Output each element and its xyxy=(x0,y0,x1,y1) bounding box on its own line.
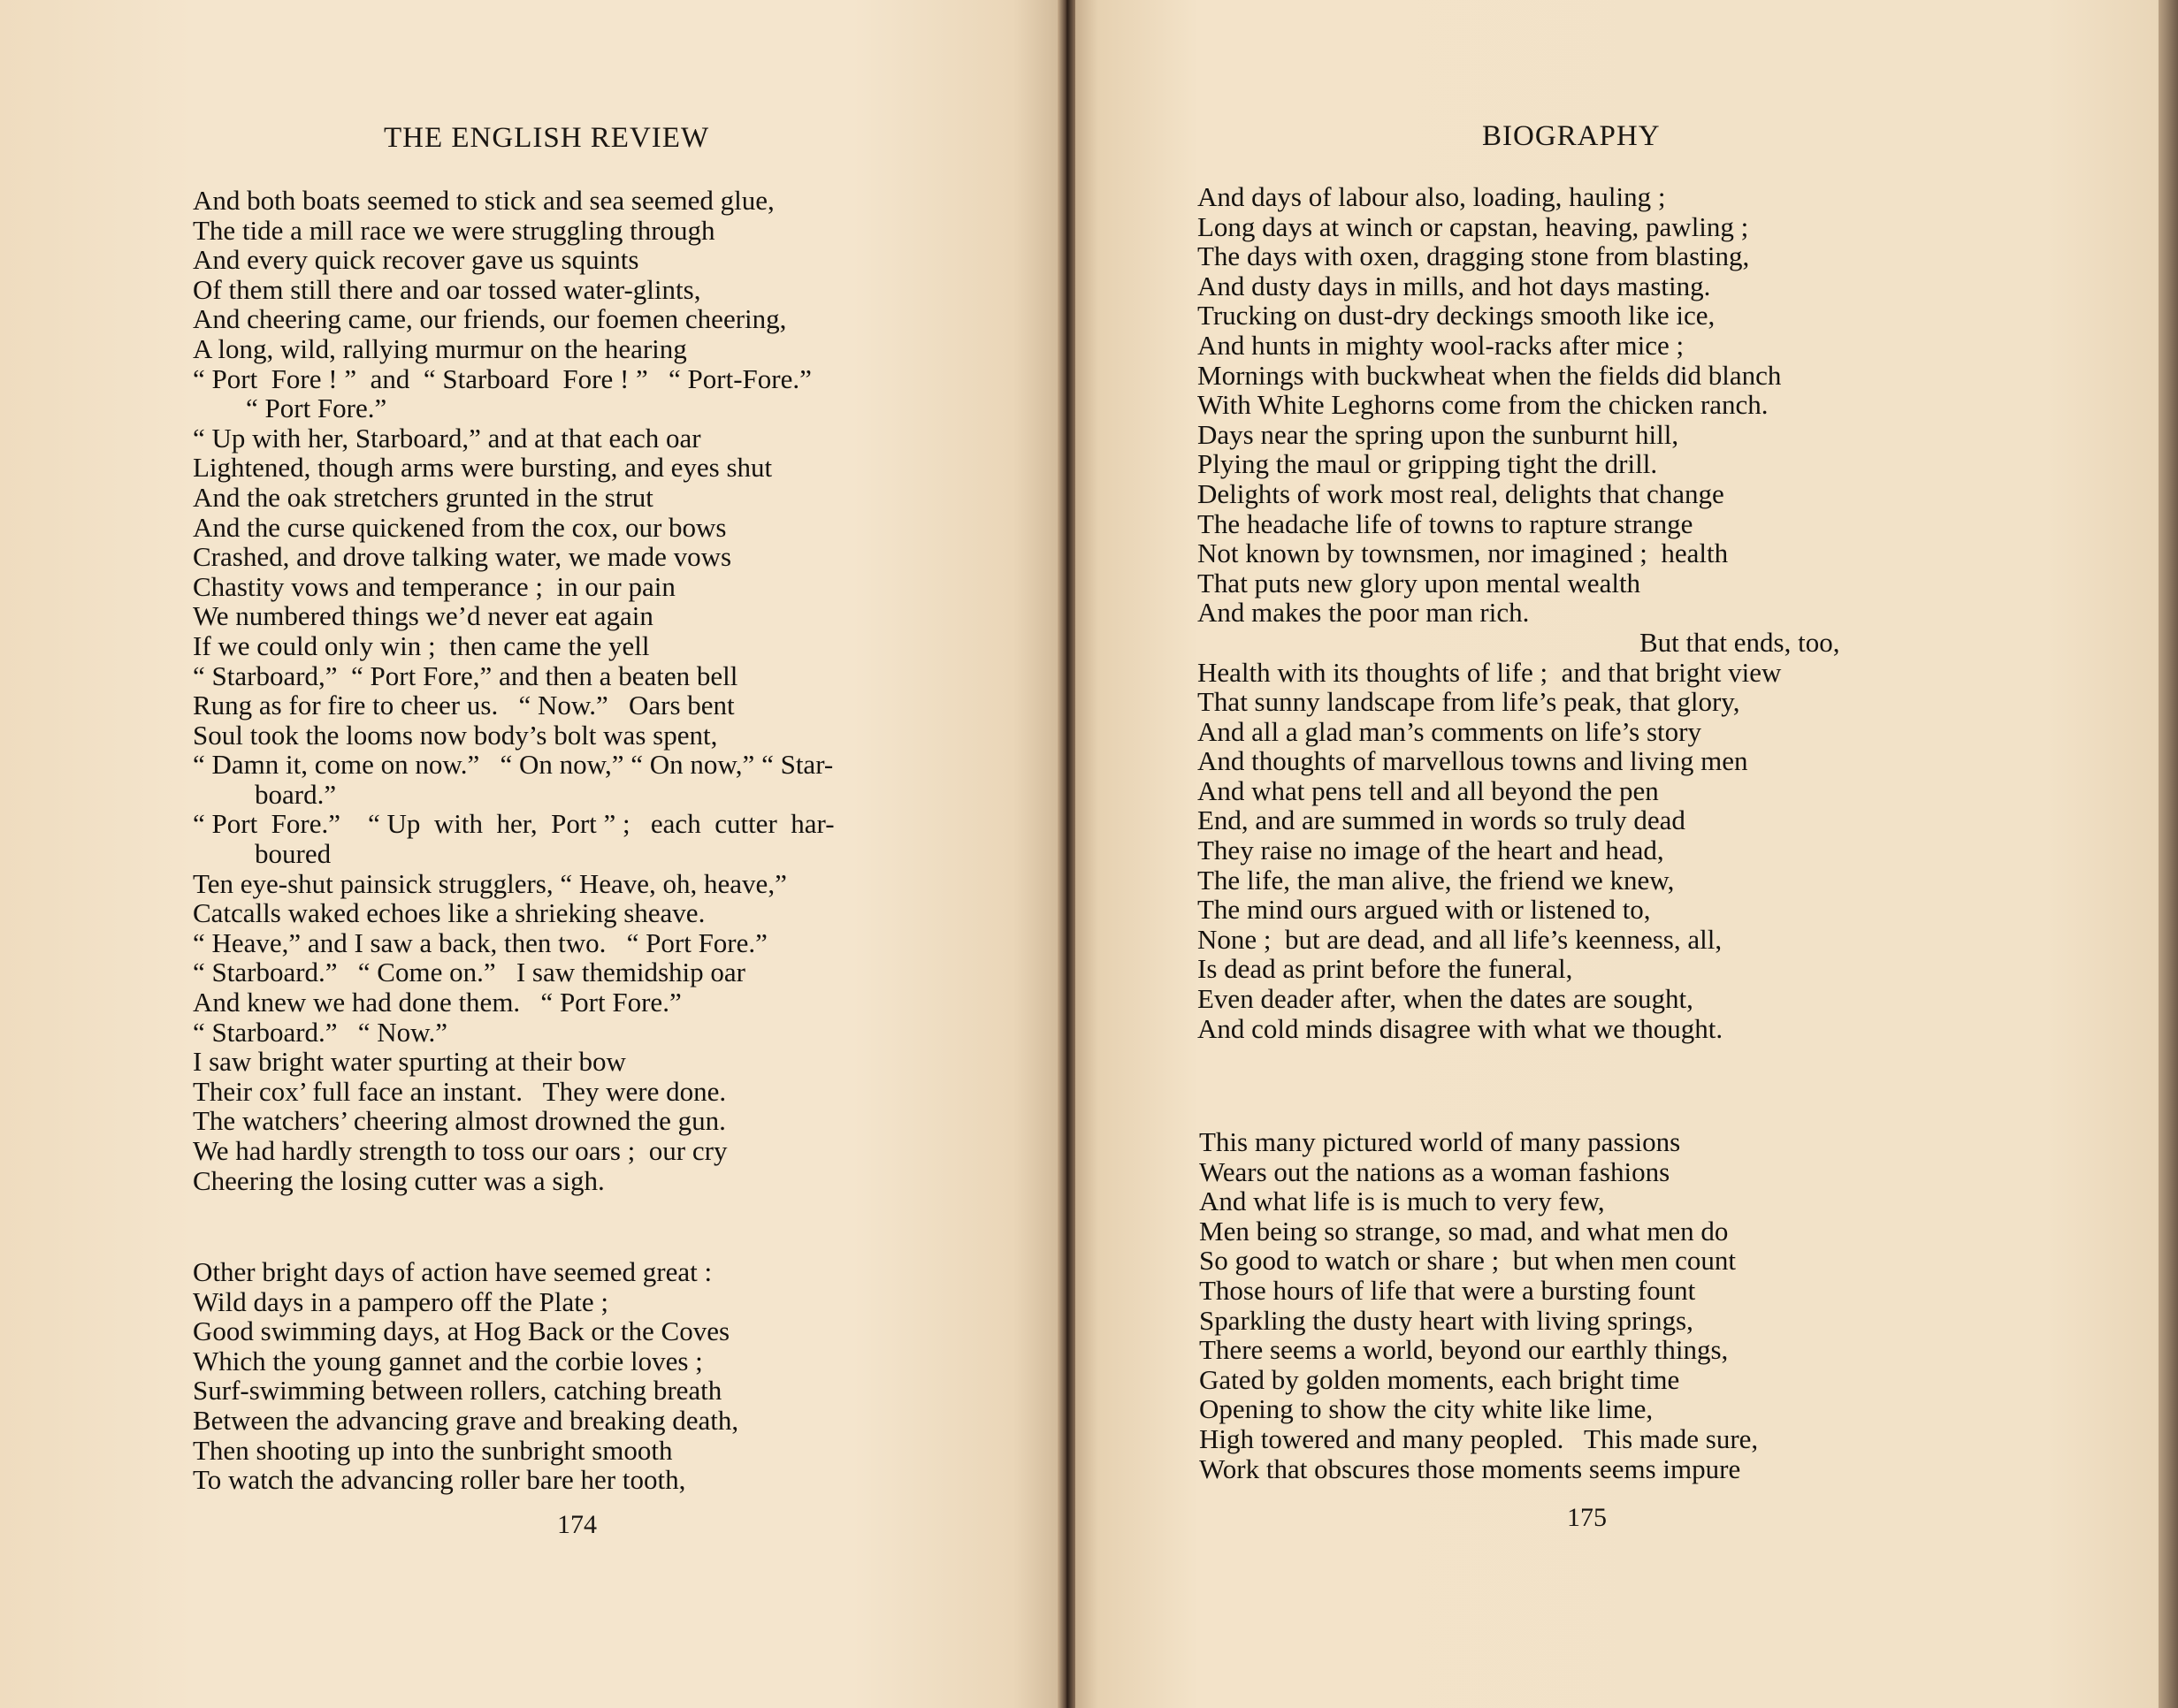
verse-line: And what life is is much to very few, xyxy=(1199,1186,1605,1217)
verse-line: Which the young gannet and the corbie loves ; xyxy=(193,1345,703,1376)
verse-line: Other bright days of action have seemed great : xyxy=(193,1256,713,1287)
verse-line: And the oak stretchers grunted in the strut xyxy=(193,481,653,513)
verse-line: There seems a world, beyond our earthly things, xyxy=(1199,1334,1729,1366)
verse-line: Plying the maul or gripping tight the drill. xyxy=(1197,448,1658,480)
verse-line: Opening to show the city white like lime, xyxy=(1199,1393,1654,1425)
verse-line: We had hardly strength to toss our oars ; our cry xyxy=(193,1135,728,1166)
verse-line: And dusty days in mills, and hot days masting. xyxy=(1197,270,1711,301)
verse-line: Even deader after, when the dates are sought, xyxy=(1197,983,1693,1015)
verse-line: The watchers’ cheering almost drowned the gun. xyxy=(193,1105,726,1137)
verse-line: And cold minds disagree with what we thought. xyxy=(1197,1012,1723,1044)
verse-line: And all a glad man’s comments on life’s story xyxy=(1197,715,1701,747)
verse-line: To watch the advancing roller bare her tooth, xyxy=(193,1464,686,1496)
verse-line: Those hours of life that were a bursting fount xyxy=(1199,1274,1696,1306)
verse-line: The tide a mill race we were struggling through xyxy=(193,214,715,246)
verse-line: High towered and many peopled. This made sure, xyxy=(1199,1422,1759,1454)
verse-line: I saw bright water spurting at their bow xyxy=(193,1046,626,1078)
verse-line: And both boats seemed to stick and sea seemed glue, xyxy=(193,185,775,216)
verse-line: Their cox’ full face an instant. They were done. xyxy=(193,1075,727,1107)
verse-line: “ Damn it, come on now.” “ On now,” “ On now,” “ Star- xyxy=(193,749,834,781)
stanza xyxy=(1197,182,1839,1043)
verse-line: Soul took the looms now body’s bolt was spent, xyxy=(193,719,718,751)
verse-line: boured xyxy=(255,838,332,870)
verse-line: And every quick recover gave us squints xyxy=(193,244,639,276)
verse-line: That sunny landscape from life’s peak, that glory, xyxy=(1197,686,1740,718)
verse-line: And the curse quickened from the cox, our bows xyxy=(193,511,727,543)
verse-line: The headache life of towns to rapture strange xyxy=(1197,507,1693,539)
verse-line: And makes the poor man rich. xyxy=(1197,597,1530,629)
verse-line: Health with its thoughts of life ; and that bright view xyxy=(1197,656,1782,688)
verse-line: “ Heave,” and I saw a back, then two. “ Port Fore.” xyxy=(193,926,768,958)
verse-line: “ Starboard.” “ Now.” xyxy=(193,1016,448,1048)
verse-line: Sparkling the dusty heart with living springs, xyxy=(1199,1304,1693,1336)
verse-line: If we could only win ; then came the yell xyxy=(193,629,650,661)
verse-line: Cheering the losing cutter was a sigh. xyxy=(193,1164,605,1196)
verse-line: And cheering came, our friends, our foemen cheering, xyxy=(193,303,787,335)
verse-line: Mornings with buckwheat when the fields did blanch xyxy=(1197,359,1782,391)
verse-line: And hunts in mighty wool-racks after mice ; xyxy=(1197,329,1685,361)
verse-line: None ; but are dead, and all life’s keenness, all, xyxy=(1197,923,1723,955)
verse-line: And knew we had done them. “ Port Fore.” xyxy=(193,987,682,1018)
page-number: 174 xyxy=(557,1510,597,1539)
verse-line: Between the advancing grave and breaking death, xyxy=(193,1404,739,1436)
verse-line: Days near the spring upon the sunburnt hill, xyxy=(1197,418,1679,450)
verse-line: The mind ours argued with or listened to, xyxy=(1197,894,1651,926)
verse-line: So good to watch or share ; but when men count xyxy=(1199,1245,1736,1277)
verse-line: “ Starboard,” “ Port Fore,” and then a beaten bell xyxy=(193,660,738,691)
verse-line: We numbered things we’d never eat again xyxy=(193,600,653,632)
stanza xyxy=(193,1257,738,1495)
verse-line: Chastity vows and temperance ; in our pain xyxy=(193,570,676,602)
verse-line: They raise no image of the heart and head, xyxy=(1197,835,1664,866)
running-head: BIOGRAPHY xyxy=(1482,120,1661,152)
running-head: THE ENGLISH REVIEW xyxy=(384,122,710,154)
verse-line: Gated by golden moments, each bright time xyxy=(1199,1363,1680,1395)
verse-line: And thoughts of marvellous towns and living men xyxy=(1197,745,1748,777)
verse-line: Work that obscures those moments seems impure xyxy=(1199,1453,1741,1484)
verse-line: Delights of work most real, delights that change xyxy=(1197,477,1724,509)
verse-line: “ Starboard.” “ Come on.” I saw themidship oar xyxy=(193,957,745,988)
verse-line: board.” xyxy=(255,778,337,810)
verse-line: Crashed, and drove talking water, we made vows xyxy=(193,541,732,573)
verse-line: A long, wild, rallying murmur on the hearing xyxy=(193,332,687,364)
verse-line: Rung as for fire to cheer us. “ Now.” Oars bent xyxy=(193,690,735,721)
verse-line: End, and are summed in words so truly dead xyxy=(1197,804,1685,836)
verse-line: Long days at winch or capstan, heaving, pawling ; xyxy=(1197,210,1749,242)
verse-line: Wears out the nations as a woman fashions xyxy=(1199,1155,1670,1187)
verse-line: And days of labour also, loading, hauling ; xyxy=(1197,181,1666,212)
verse-line: Trucking on dust-dry deckings smooth like ice, xyxy=(1197,300,1716,332)
stanza xyxy=(193,186,835,1195)
verse-line: Good swimming days, at Hog Back or the Coves xyxy=(193,1315,730,1347)
verse-line: Of them still there and oar tossed water-glints, xyxy=(193,273,701,305)
verse-line: And what pens tell and all beyond the pen xyxy=(1197,774,1659,806)
verse-line: “ Port Fore.” “ Up with her, Port ” ; each cutter har- xyxy=(193,808,835,840)
verse-line: The life, the man alive, the friend we knew, xyxy=(1197,864,1675,896)
stanza xyxy=(1199,1127,1758,1483)
verse-line: Ten eye-shut painsick strugglers, “ Heave, oh, heave,” xyxy=(193,867,787,899)
verse-line: With White Leghorns come from the chicken ranch. xyxy=(1197,389,1769,421)
verse-line: The days with oxen, dragging stone from blasting, xyxy=(1197,240,1750,272)
verse-line: Is dead as print before the funeral, xyxy=(1197,953,1573,985)
page-edge xyxy=(2159,0,2178,1708)
verse-line: This many pictured world of many passions xyxy=(1199,1126,1681,1157)
verse-line: That puts new glory upon mental wealth xyxy=(1197,567,1641,599)
verse-line: Not known by townsmen, nor imagined ; health xyxy=(1197,538,1729,569)
verse-line: Then shooting up into the sunbright smooth xyxy=(193,1434,673,1466)
verse-line: “ Up with her, Starboard,” and at that each oar xyxy=(193,422,701,454)
verse-line: Lightened, though arms were bursting, and eyes shut xyxy=(193,452,773,484)
page-number: 175 xyxy=(1567,1503,1607,1532)
verse-line: “ Port Fore.” xyxy=(246,393,387,424)
book-gutter xyxy=(1058,0,1075,1708)
verse-line: Catcalls waked echoes like a shrieking sheave. xyxy=(193,897,706,929)
verse-line: Wild days in a pampero off the Plate ; xyxy=(193,1285,608,1317)
verse-line: But that ends, too, xyxy=(1639,626,1840,658)
verse-line: “ Port Fore ! ” and “ Starboard Fore ! ” “ Port-Fore.” xyxy=(193,362,812,394)
left-page xyxy=(0,0,1066,1708)
right-page xyxy=(1065,0,2178,1708)
verse-line: Surf-swimming between rollers, catching breath xyxy=(193,1375,722,1407)
verse-line: Men being so strange, so mad, and what men do xyxy=(1199,1215,1729,1247)
